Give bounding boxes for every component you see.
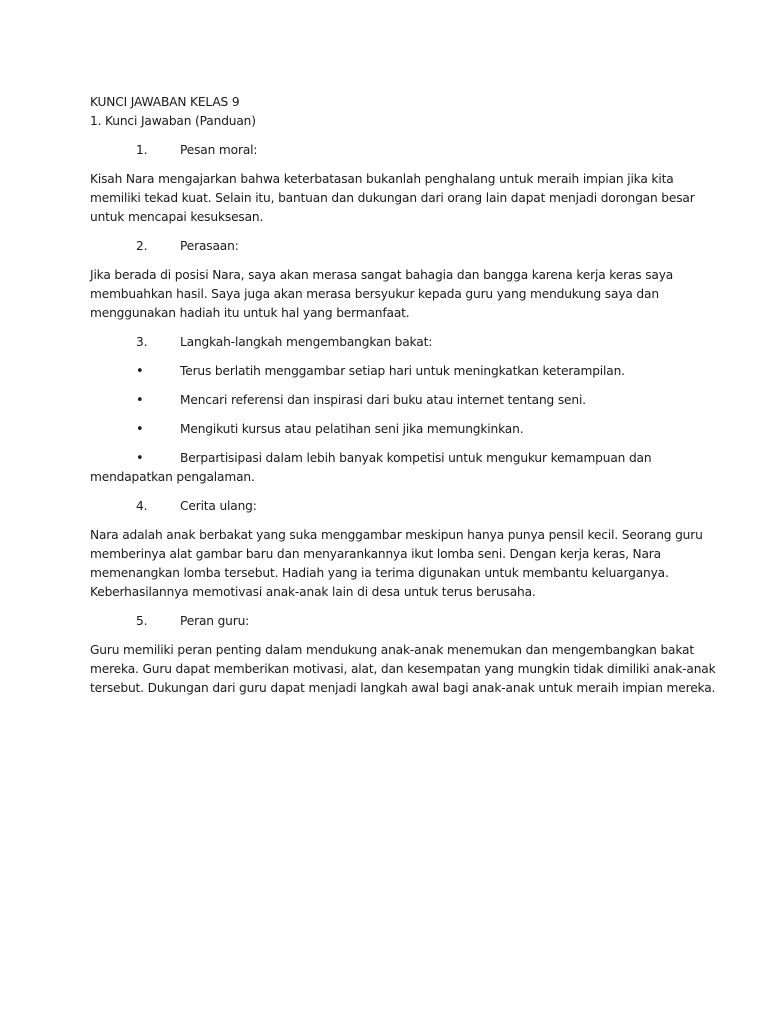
list-item-text: Mencari referensi dan inspirasi dari buku atau internet tentang seni. (180, 393, 586, 407)
document-subtitle: 1. Kunci Jawaban (Panduan) (90, 114, 256, 128)
list-item (90, 362, 690, 381)
paragraph-line: mereka. Guru dapat memberikan motivasi, alat, dan kesempatan yang mungkin tidak dimiliki anak-anak (90, 662, 716, 676)
section-paragraph-2 (90, 266, 690, 323)
bullet-icon: • (136, 364, 144, 379)
bullet-icon: • (136, 451, 144, 466)
paragraph-line: Keberhasilannya memotivasi anak-anak lain di desa untuk terus berusaha. (90, 585, 536, 599)
list-item (90, 420, 690, 439)
paragraph-line: memiliki tekad kuat. Selain itu, bantuan dan dukungan dari orang lain dapat menjadi dorongan besar (90, 191, 695, 205)
paragraph-line: memenangkan lomba tersebut. Hadiah yang ia terima digunakan untuk membantu keluarganya. (90, 566, 669, 580)
section-label: Langkah-langkah mengembangkan bakat: (180, 335, 433, 349)
paragraph-line: Nara adalah anak berbakat yang suka menggambar meskipun hanya punya pensil kecil. Seorang guru (90, 528, 703, 542)
section-paragraph-5 (90, 641, 716, 698)
section-number: 5. (136, 614, 148, 628)
document-page (90, 93, 716, 698)
section-label: Peran guru: (180, 614, 250, 628)
list-item-text: Terus berlatih menggambar setiap hari untuk meningkatkan keterampilan. (180, 364, 625, 378)
section-number: 3. (136, 335, 148, 349)
document-title: KUNCI JAWABAN KELAS 9 (90, 95, 240, 109)
section-paragraph-4 (90, 526, 703, 602)
paragraph-line: Guru memiliki peran penting dalam mendukung anak-anak menemukan dan mengembangkan bakat (90, 643, 695, 657)
paragraph-line: menggunakan hadiah itu untuk hal yang bermanfaat. (90, 306, 410, 320)
section-label: Pesan moral: (180, 143, 258, 157)
list-item (90, 449, 690, 487)
section-heading-2 (90, 237, 690, 256)
paragraph-line: untuk mencapai kesuksesan. (90, 210, 264, 224)
paragraph-line: tersebut. Dukungan dari guru dapat menjadi langkah awal bagi anak-anak untuk meraih impian mereka. (90, 681, 716, 695)
list-item-text: Mengikuti kursus atau pelatihan seni jika memungkinkan. (180, 422, 524, 436)
list-item (90, 391, 690, 410)
section-number: 2. (136, 239, 148, 253)
bullet-icon: • (136, 393, 144, 408)
paragraph-line: membuahkan hasil. Saya juga akan merasa bersyukur kepada guru yang mendukung saya dan (90, 287, 659, 301)
bullet-icon: • (136, 422, 144, 437)
paragraph-line: Kisah Nara mengajarkan bahwa keterbatasan bukanlah penghalang untuk meraih impian jika kita (90, 172, 674, 186)
section-number: 4. (136, 499, 148, 513)
list-item-text: Berpartisipasi dalam lebih banyak kompetisi untuk mengukur kemampuan dan (180, 451, 652, 465)
paragraph-line: memberinya alat gambar baru dan menyarankannya ikut lomba seni. Dengan kerja keras, Nara (90, 547, 661, 561)
section-number: 1. (136, 143, 148, 157)
section-heading-4 (90, 497, 690, 516)
section-heading-3 (90, 333, 690, 352)
section-heading-1 (90, 141, 690, 160)
section-label: Cerita ulang: (180, 499, 257, 513)
section-heading-5 (90, 612, 690, 631)
section-paragraph-1 (90, 170, 695, 227)
section-label: Perasaan: (180, 239, 239, 253)
list-item-continuation: mendapatkan pengalaman. (90, 470, 255, 484)
paragraph-line: Jika berada di posisi Nara, saya akan merasa sangat bahagia dan bangga karena kerja keras saya (90, 268, 674, 282)
